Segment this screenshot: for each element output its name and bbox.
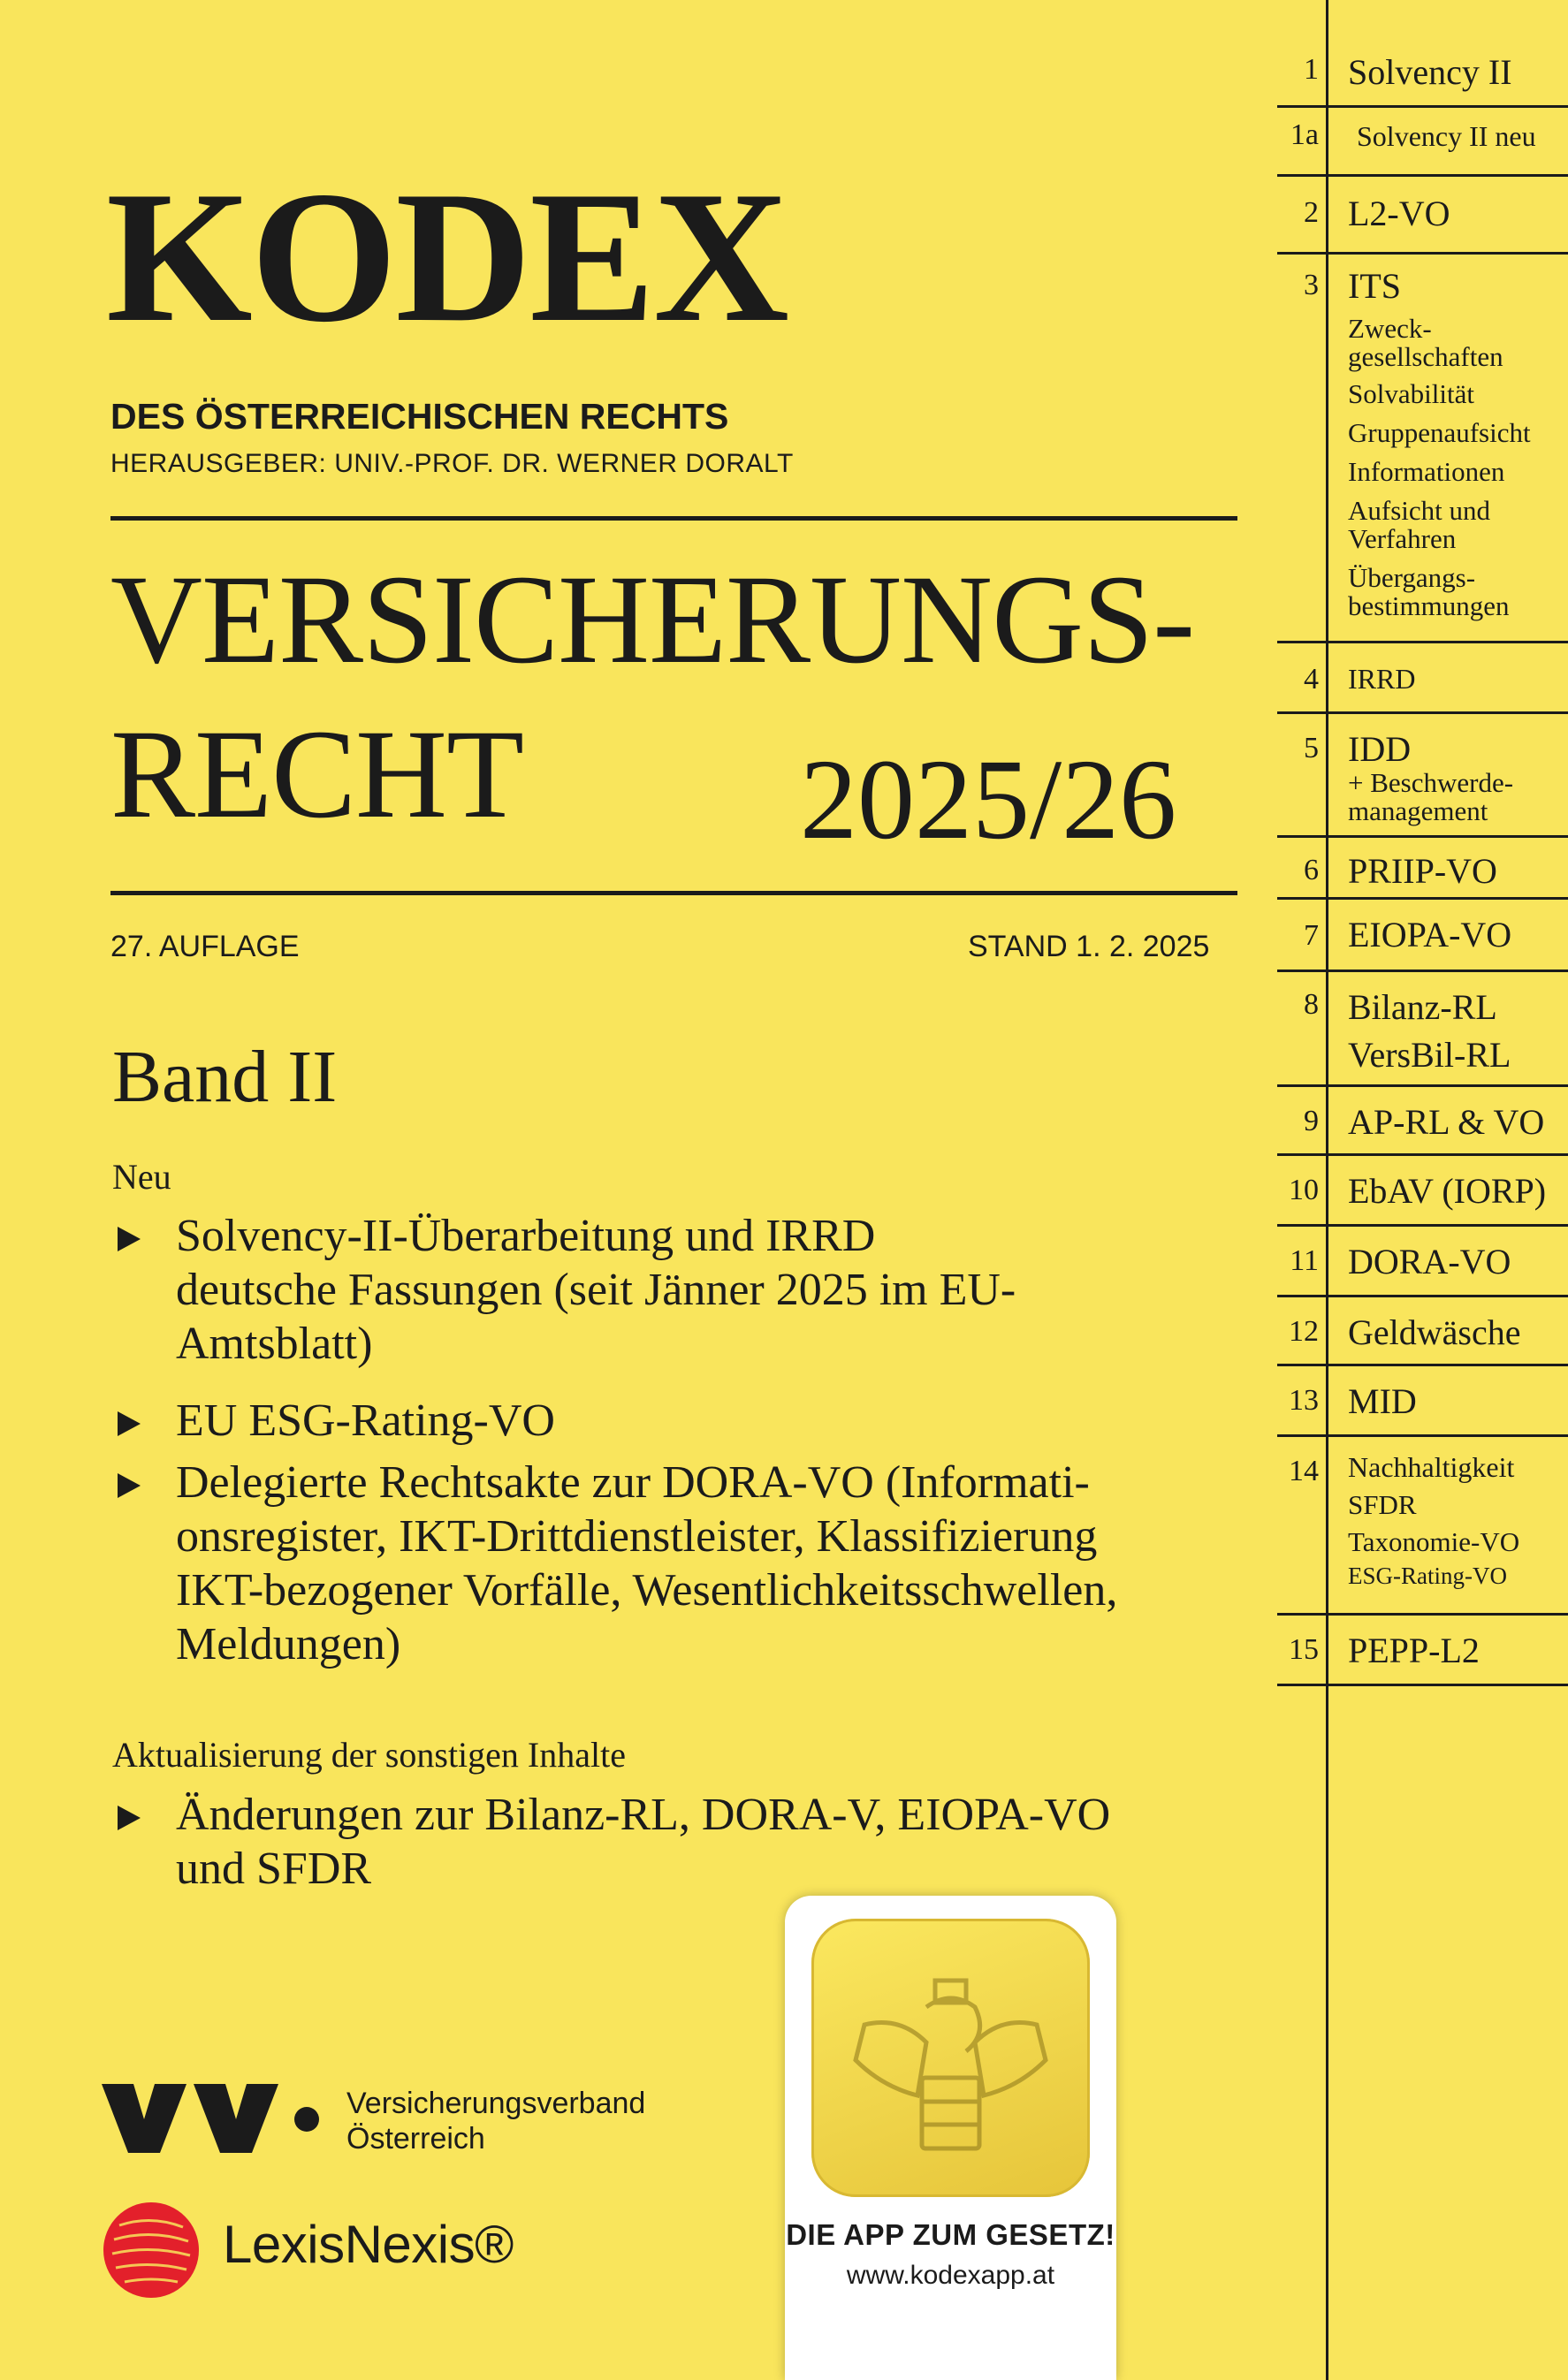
register-entry [1277, 177, 1568, 255]
update-label: Aktualisierung der sonstigen Inhalte [112, 1735, 626, 1775]
register-name: Solvency II [1348, 52, 1512, 92]
triangle-bullet-icon [118, 1227, 141, 1251]
register-subitem: gesellschaften [1348, 341, 1503, 372]
register-subitem: ESG-Rating-VO [1348, 1563, 1507, 1589]
register-number: 3 [1304, 269, 1319, 301]
new-item-line: Meldungen) [176, 1619, 401, 1669]
main-title-line2: RECHT [110, 704, 524, 845]
register-subitem: Solvabilität [1348, 378, 1474, 409]
register-name: ITS [1348, 266, 1401, 306]
register-name: L2-VO [1348, 194, 1450, 233]
lexisnexis-logo-text: LexisNexis® [223, 2215, 514, 2274]
lexisnexis-logo-icon [102, 2201, 201, 2300]
register-name: AP-RL & VO [1348, 1102, 1545, 1142]
editor-line: HERAUSGEBER: UNIV.-PROF. DR. WERNER DORALT [110, 449, 794, 478]
register-name: Solvency II neu [1357, 120, 1536, 152]
register-subitem: Gruppenaufsicht [1348, 417, 1531, 448]
register-entry [1277, 1437, 1568, 1616]
edition-number: 27. AUFLAGE [110, 930, 300, 963]
register-name: DORA-VO [1348, 1242, 1511, 1281]
register-subitem: Aufsicht und [1348, 495, 1491, 526]
register-number: 4 [1304, 663, 1319, 696]
new-item-line: onsregister, IKT-Drittdienstleister, Klassifizierung [176, 1511, 1098, 1562]
register-entry [1277, 255, 1568, 643]
register-number: 5 [1304, 732, 1319, 764]
register-name: MID [1348, 1381, 1417, 1421]
eagle-emblem-icon [811, 1919, 1090, 2197]
new-item [112, 1456, 1252, 1671]
register-subitem: Verfahren [1348, 523, 1457, 554]
edition-year: 2025/26 [800, 736, 1177, 863]
register-subitems [1348, 769, 1560, 825]
register-number: 13 [1289, 1384, 1319, 1417]
app-promo-card [785, 1896, 1116, 2380]
triangle-bullet-icon [118, 1806, 141, 1830]
register-number: 8 [1304, 988, 1319, 1021]
register-number: 9 [1304, 1105, 1319, 1137]
register-name: Geldwäsche [1348, 1312, 1521, 1352]
register-name: PRIIP-VO [1348, 851, 1497, 891]
app-url: www.kodexapp.at [846, 2261, 1055, 2290]
register-name: IRRD [1348, 663, 1416, 695]
update-item-line: und SFDR [176, 1844, 372, 1894]
main-title-line1: VERSICHERUNGS- [110, 550, 1195, 690]
register-entry [1277, 714, 1568, 838]
update-item [112, 1788, 1252, 1896]
register-subitem: Übergangs- [1348, 562, 1476, 593]
register-name: EIOPA-VO [1348, 915, 1512, 954]
bottom-rule [110, 891, 1237, 895]
register-name: Bilanz-RL [1348, 987, 1497, 1027]
register-entry [1277, 0, 1568, 108]
register-number: 11 [1290, 1244, 1319, 1277]
register-number: 1a [1290, 118, 1319, 151]
register-name: PEPP-L2 [1348, 1631, 1480, 1670]
register-number: 7 [1304, 919, 1319, 952]
register-name: IDD [1348, 729, 1412, 769]
register-name: VersBil-RL [1348, 1035, 1511, 1075]
register-entry [1277, 1616, 1568, 1686]
register-subitem: bestimmungen [1348, 590, 1510, 621]
stand-date: STAND 1. 2. 2025 [968, 930, 1210, 963]
register-entry [1277, 1156, 1568, 1227]
register-entry [1277, 1297, 1568, 1366]
new-label: Neu [112, 1157, 171, 1197]
register-subitems [1348, 1487, 1560, 1591]
brand-title: KODEX [106, 153, 788, 361]
register-entry [1277, 972, 1568, 1087]
new-item [112, 1394, 1252, 1448]
register-entry [1277, 1087, 1568, 1156]
register-subitems [1348, 315, 1560, 620]
register-number: 15 [1289, 1633, 1319, 1666]
register-subitem: Informationen [1348, 456, 1505, 487]
register-entry [1277, 838, 1568, 900]
register-entry [1277, 108, 1568, 177]
vv-name-line2: Österreich [346, 2122, 485, 2156]
register-subitem: SFDR [1348, 1489, 1417, 1520]
triangle-bullet-icon [118, 1473, 141, 1498]
register-entry [1277, 1227, 1568, 1297]
register-number: 2 [1304, 196, 1319, 229]
register-name: Nachhaltigkeit [1348, 1451, 1515, 1483]
register-name: EbAV (IORP) [1348, 1171, 1547, 1211]
new-item-line: Solvency-II-Überarbeitung und IRRD [176, 1211, 876, 1261]
register-number: 14 [1289, 1455, 1319, 1487]
update-item-line: Änderungen zur Bilanz-RL, DORA-V, EIOPA-VO [176, 1790, 1111, 1840]
register-number: 1 [1304, 53, 1319, 86]
app-icon [811, 1919, 1090, 2197]
register-number: 12 [1289, 1315, 1319, 1348]
new-item [112, 1209, 1252, 1371]
register-subitem: management [1348, 795, 1488, 826]
register-number: 10 [1289, 1174, 1319, 1206]
register-entry [1277, 1366, 1568, 1437]
new-item-line: Delegierte Rechtsakte zur DORA-VO (Informati- [176, 1457, 1090, 1508]
vv-name-line1: Versicherungsverband [346, 2087, 646, 2120]
vv-logo-icon [102, 2084, 331, 2155]
vv-logo-text [346, 2086, 645, 2156]
volume-label: Band II [112, 1036, 338, 1118]
triangle-bullet-icon [118, 1411, 141, 1436]
register-subitem: + Beschwerde- [1348, 767, 1514, 798]
register-entry [1277, 900, 1568, 972]
new-item-line: deutsche Fassungen (seit Jänner 2025 im EU- [176, 1265, 1016, 1315]
new-item-line: EU ESG-Rating-VO [176, 1395, 555, 1446]
app-tagline: DIE APP ZUM GESETZ! [786, 2218, 1115, 2251]
new-item-line: IKT-bezogener Vorfälle, Wesentlichkeitsschwellen, [176, 1565, 1118, 1616]
series-title: DES ÖSTERREICHISCHEN RECHTS [110, 396, 729, 437]
register-subitem: Taxonomie-VO [1348, 1526, 1520, 1557]
new-item-line: Amtsblatt) [176, 1319, 373, 1369]
register-number: 6 [1304, 854, 1319, 886]
register-entry [1277, 643, 1568, 714]
top-rule [110, 516, 1237, 521]
register-subitem: Zweck- [1348, 313, 1432, 344]
